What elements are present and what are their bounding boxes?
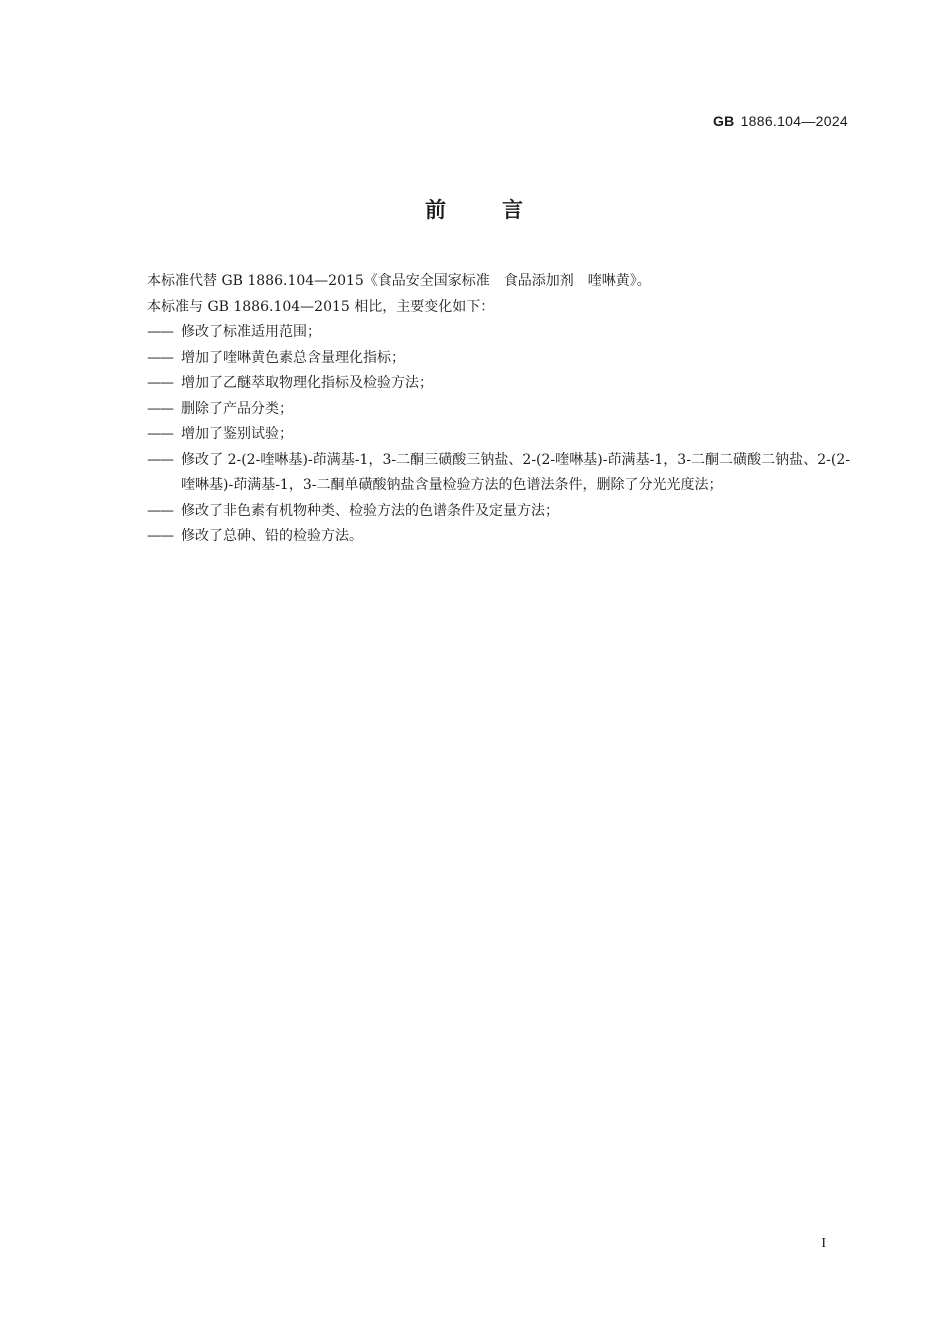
page-title-char-1: 前 [425,198,448,222]
change-item-text: 修改了标准适用范围； [181,324,321,340]
page-title [0,194,950,224]
change-item [147,499,850,525]
dash-marker: —— [147,349,173,366]
change-item [147,422,850,448]
change-item-text: 删除了产品分类； [181,400,293,417]
change-item-text: 增加了鉴别试验； [181,426,293,442]
change-item-text: 修改了总砷、铅的检验方法。 [181,528,363,544]
change-item-text: 增加了乙醚萃取物理化指标及检验方法； [181,375,433,391]
document-body [147,269,850,550]
change-item-text: 修改了 2-(2-喹啉基)-茚满基-1，3-二酮三磺酸三钠盐、2-(2-喹啉基)-茚满基-1，3-二酮二磺酸二钠盐、2-(2-喹啉基)-茚满基-1，3-二酮单磺酸钠盐含量检验方法的色谱法条件，删除了分光光度法； [181,451,850,493]
dash-marker: —— [147,375,173,391]
replacement-statement: 本标准代替 GB 1886.104—2015《食品安全国家标准 食品添加剂 喹啉黄》。 [147,273,651,289]
change-item [147,448,850,499]
standard-code-prefix: GB [712,113,735,129]
change-item [147,346,850,372]
standard-code-number: 1886.104—2024 [740,113,848,129]
dash-marker: —— [147,528,173,544]
dash-marker: —— [147,502,173,519]
change-item [147,371,850,397]
change-item-text: 修改了非色素有机物种类、检验方法的色谱条件及定量方法； [181,502,559,519]
page-title-char-2: 言 [502,198,525,222]
standard-code [713,113,848,129]
dash-marker: —— [147,426,173,442]
dash-marker: —— [147,451,173,468]
change-item-text: 增加了喹啉黄色素总含量理化指标； [181,349,405,366]
dash-marker: —— [147,400,173,417]
page-number: I [821,1236,826,1251]
dash-marker: —— [147,324,173,340]
change-item [147,320,850,346]
changes-intro: 本标准与 GB 1886.104—2015 相比，主要变化如下： [147,298,495,315]
change-item [147,397,850,423]
change-item [147,524,850,550]
